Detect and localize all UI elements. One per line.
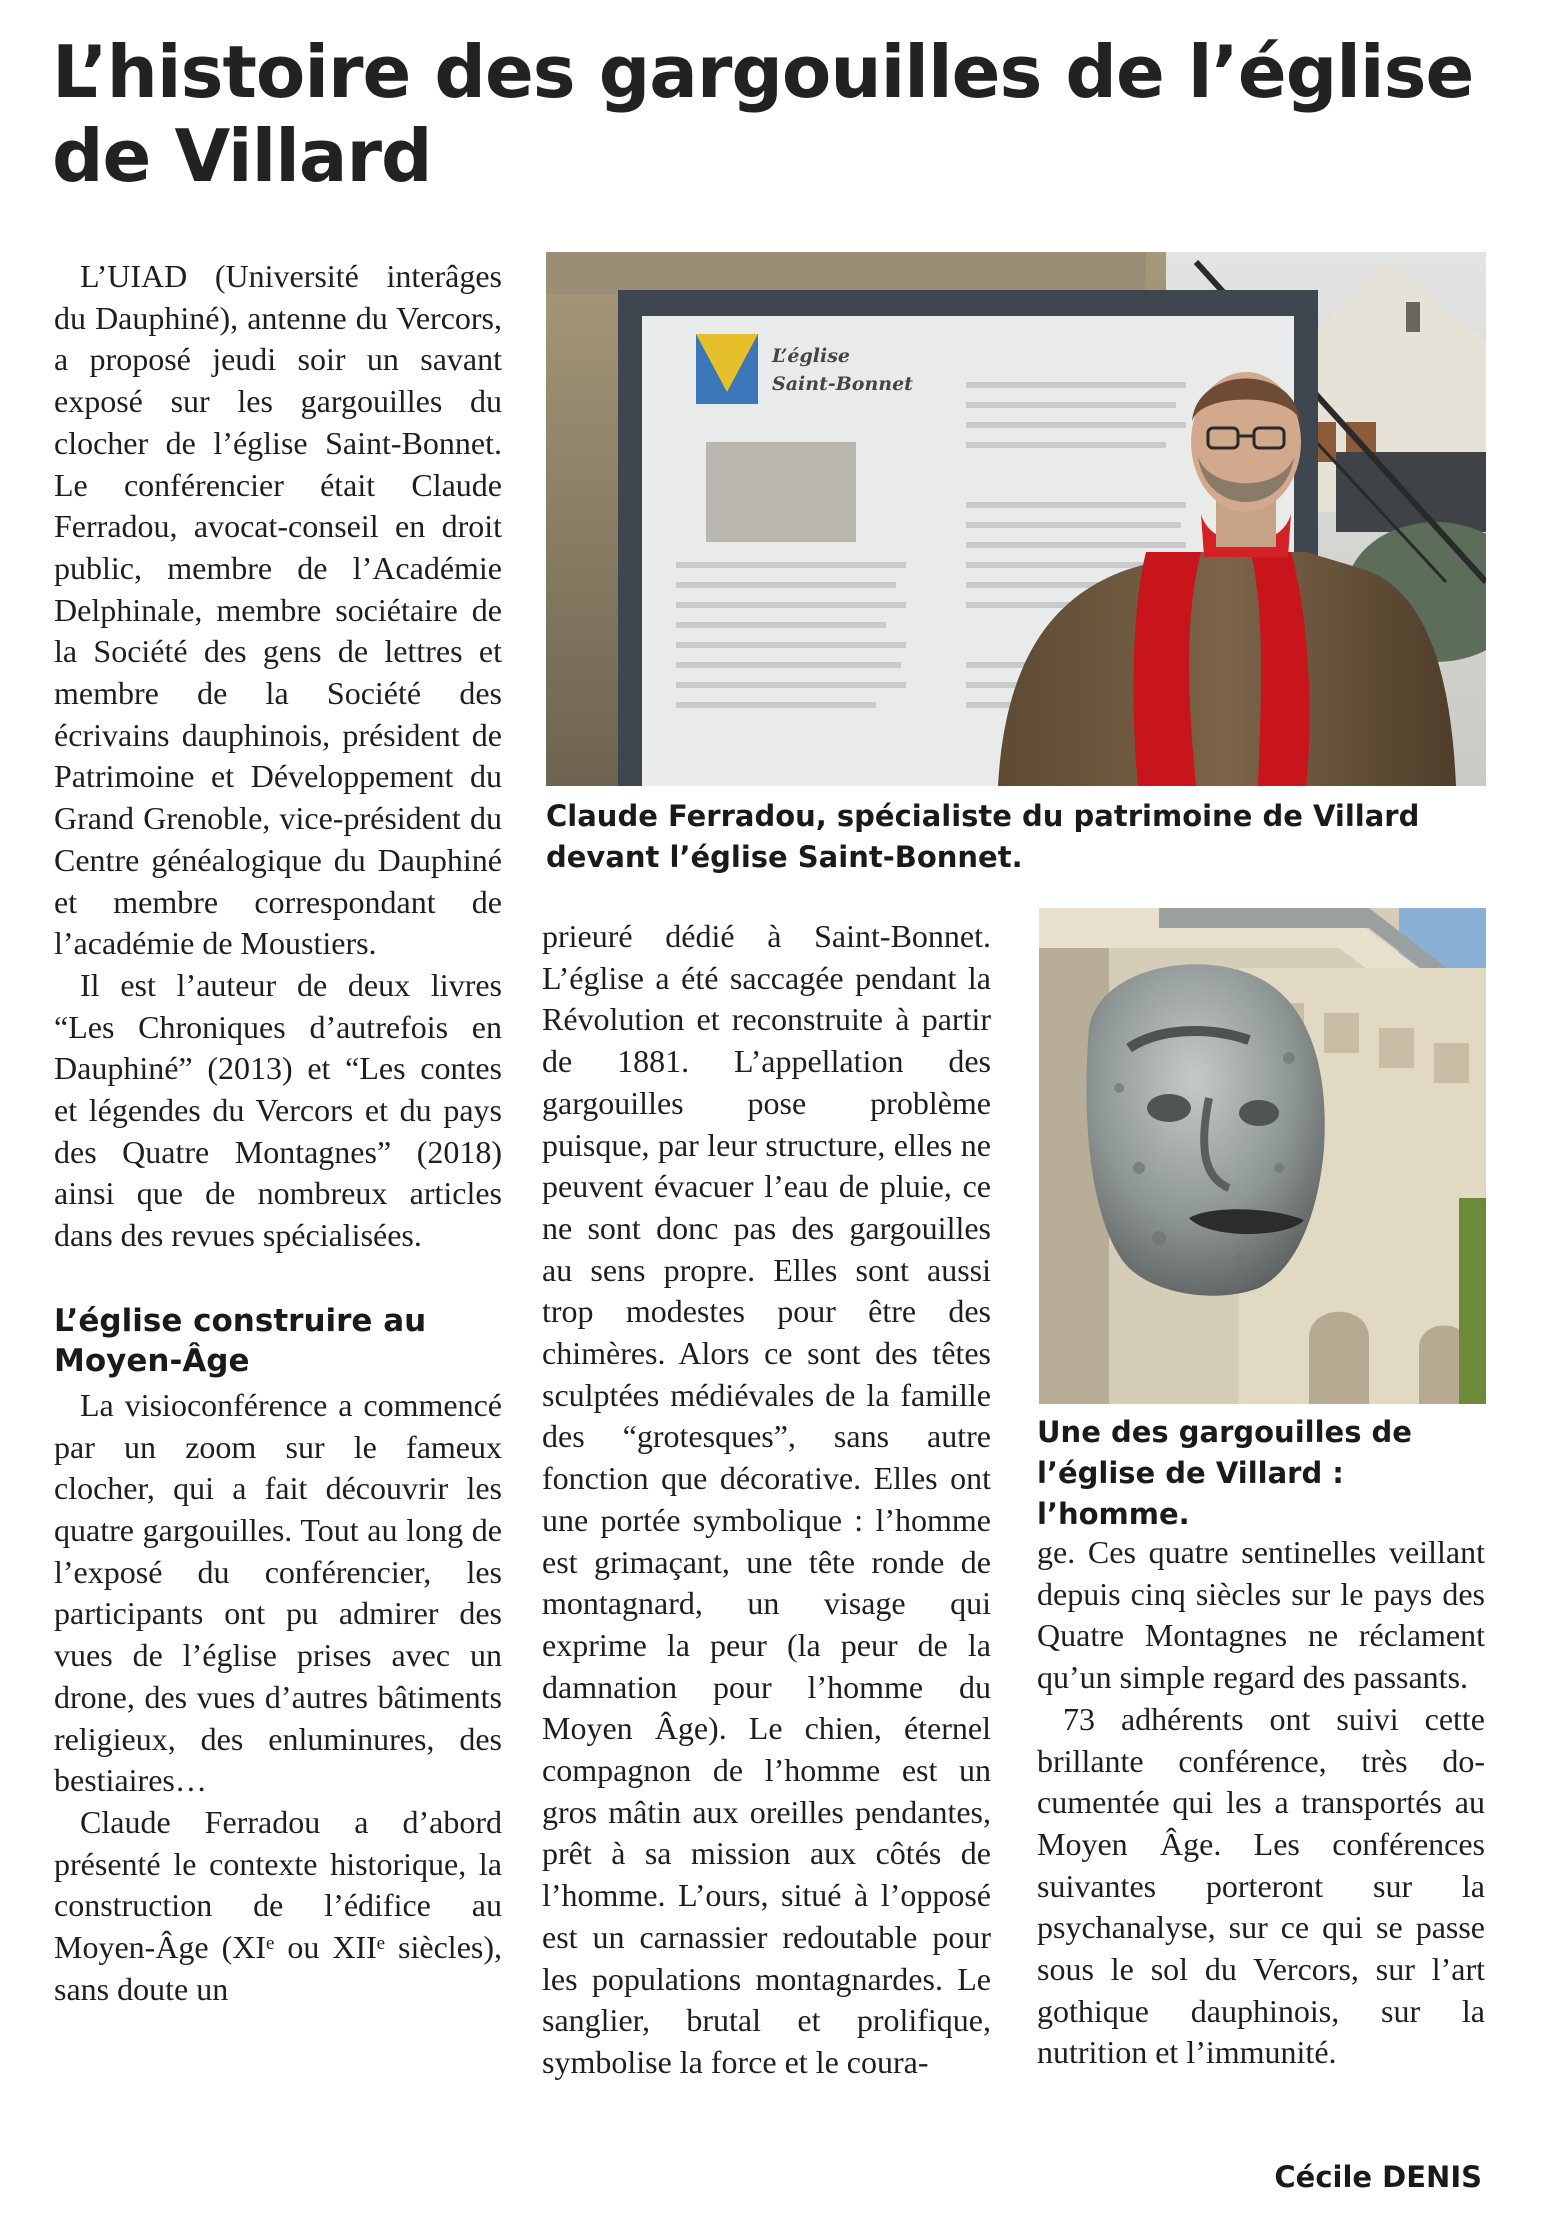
paragraph: Il est l’auteur de deux livres “Les Chroniques d’autrefois en Dauphiné” (2013) et “Les contes et légendes du Vercors et du pays des Quatre Montagnes” (2018) ainsi que de nombreux articles dans des revues spécialisées. [54,966,502,1254]
article-headline: L’histoire des gargouilles de l’église de Villard [52,30,1474,198]
paragraph: Claude Ferradou a d’abord présenté le contexte historique, la construction de l’édifice au Moyen-Âge (XIᵉ ou XIIᵉ siècles), sans doute un [54,1803,502,2007]
panel-title-line1: L’église [772,345,851,367]
column-2 [542,916,991,2084]
section-subheading: L’église construire au Moyen-Âge [54,1302,427,1379]
paragraph: La visioconférence a commencé par un zoom sur le fameux clocher, qui a fait découvrir les quatre gargouilles. Tout au long de l’exposé du conférencier, les participants ont pu admirer des vues de l’église prises avec un drone, des vues d’autres bâtiments religieux, des enluminures, des bestiaires… [54,1386,502,1799]
author-byline: Cécile DENIS [1274,2160,1482,2194]
paragraph: ge. Ces quatre sentinelles veillant depuis cinq siècles sur le pays des Quatre Montagnes ne réclament qu’un simple regard des passants. [1037,1534,1485,1696]
column-3 [1037,1532,1485,2074]
photo-gargoyle [1039,908,1486,1404]
photo-claude-ferradou [546,252,1486,786]
panel-title-line2: Saint-Bonnet [772,373,913,395]
photo-caption: Claude Ferradou, spécialiste du patrimoine de Villard devant l’église Saint-Bonnet. [546,799,1420,874]
paragraph: prieuré dédié à Saint-Bonnet. L’église a été saccagée pendant la Révolution et reconstruite à partir de 1881. L’appellation des gargouilles pose problème puisque, par leur structure, elles ne peuvent évacuer l’eau de pluie, ce ne sont donc pas des gargouilles au sens propre. Elles sont aussi trop modestes pour être des chimères. Alors ce sont des têtes sculptées médiévales de la famille des “grotesques”, sans autre fonction que décorative. Elles ont une portée symbolique : l’homme est grimaçant, une tête ronde de montagnard, un visage qui exprime la peur (la peur de la damnation pour l’homme du Moyen Âge). Le chien, éternel compagnon de l’homme est un gros mâtin aux oreilles pendantes, prêt à sa mission aux côtés de l’homme. L’ours, situé à l’opposé est un carnassier redoutable pour les populations montagnardes. Le sanglier, brutal et prolifique, symbolise la force et le coura- [542,918,991,2080]
paragraph: 73 adhérents ont suivi cette brillante conférence, très documentée qui les a transportés au Moyen Âge. Les conférences suivantes porteront sur la psychanalyse, sur ce qui se passe sous le sol du Vercors, sur l’art gothique dauphinois, sur la nutrition et l’immunité. [1037,1700,1485,2071]
photo-caption: Une des gargouilles de l’église de Villard : l’homme. [1037,1415,1412,1531]
paragraph: L’UIAD (Université interâges du Dauphiné), antenne du Vercors, a proposé jeudi soir un savant exposé sur les gargouilles du clocher de l’église Saint-Bonnet. Le conférencier était Claude Ferradou, avocat-conseil en droit public, membre de l’Académie Delphinale, membre sociétaire de la Société des gens de lettres et membre de la Société des écrivains dauphinois, président de Patrimoine et Développement du Grand Grenoble, vice-président du Centre généalogique du Dauphiné et membre correspondant de l’académie de Moustiers. [54,258,502,962]
column-1 [54,256,502,2010]
